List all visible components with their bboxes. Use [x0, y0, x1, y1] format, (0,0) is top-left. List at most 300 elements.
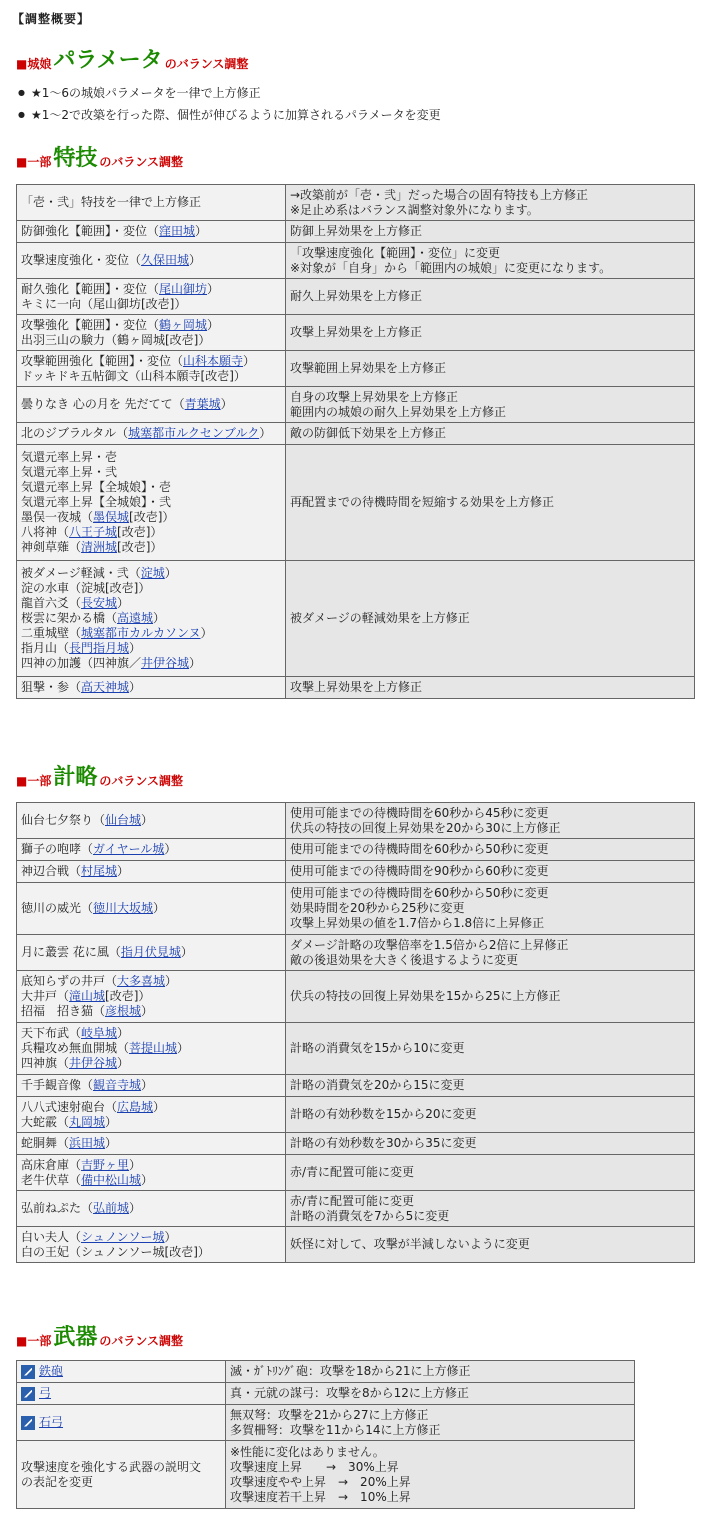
cell-line: の表記を変更 — [21, 1474, 94, 1489]
castle-link[interactable]: 観音寺城 — [93, 1078, 142, 1092]
text-fragment: 神剣草薙（ — [21, 540, 82, 554]
text-fragment: ） — [129, 641, 142, 655]
row-name-cell — [17, 1075, 286, 1097]
castle-link[interactable]: 八王子城 — [69, 525, 118, 539]
section-keyword: 特技 — [53, 146, 98, 171]
cell-line — [21, 864, 281, 879]
table-row — [17, 243, 695, 279]
table-row — [17, 839, 695, 861]
text-fragment: 大蛇霰（ — [21, 1114, 70, 1129]
text-fragment: [改壱]） — [105, 989, 151, 1003]
row-change-cell — [286, 971, 695, 1023]
row-name-cell — [17, 243, 286, 279]
text-fragment: 千手観音像（ — [21, 1078, 94, 1092]
table-row — [17, 1155, 695, 1191]
table-row — [17, 1441, 635, 1509]
text-fragment: ） — [195, 224, 208, 238]
weapon-table — [16, 1360, 635, 1509]
row-name-cell — [17, 279, 286, 315]
text-fragment: ） — [129, 1201, 142, 1215]
text-fragment: 八将神（ — [21, 525, 70, 539]
castle-link[interactable]: 広島城 — [117, 1099, 154, 1114]
text-fragment: 老牛伏草（ — [21, 1172, 82, 1187]
castle-link[interactable]: 備中松山城 — [81, 1172, 142, 1187]
table-row — [17, 1097, 695, 1133]
text-fragment: 白い夫人（ — [21, 1229, 82, 1244]
cell-line — [21, 680, 281, 695]
text-fragment: 指月山（ — [21, 641, 70, 655]
row-change-cell — [286, 445, 695, 561]
change-line: 赤/青に配置可能に変更 — [290, 1193, 415, 1208]
row-name-cell — [17, 1383, 226, 1405]
row-name-cell — [17, 971, 286, 1023]
cell-line — [21, 297, 281, 312]
table-row — [17, 387, 695, 423]
row-name-cell — [17, 423, 286, 445]
change-line: 使用可能までの待機時間を90秒から60秒に変更 — [290, 864, 549, 878]
change-line: 敵の後退効果を大きく後退するように変更 — [290, 952, 519, 967]
castle-link[interactable]: 浜田城 — [69, 1136, 106, 1150]
section-strategy-heading — [16, 767, 183, 789]
castle-link[interactable]: シュノンソー城 — [81, 1229, 165, 1244]
row-change-cell — [286, 839, 695, 861]
table-row — [17, 561, 695, 677]
row-name-cell — [17, 861, 286, 883]
cell-line — [21, 656, 281, 671]
row-change-cell — [286, 423, 695, 445]
table-row — [17, 1361, 635, 1383]
row-name-cell — [17, 1097, 286, 1133]
row-name-cell — [17, 1023, 286, 1075]
page-header: 【調整概要】 — [12, 12, 91, 26]
text-fragment: ） — [117, 1056, 130, 1070]
cell-line — [21, 426, 281, 441]
text-fragment: ） — [153, 901, 166, 915]
cell-line — [21, 1173, 281, 1188]
section-prefix: ■城娘 — [16, 57, 52, 71]
cell-line — [21, 581, 281, 596]
cell-line — [21, 1041, 281, 1056]
cell-line — [21, 1004, 281, 1019]
text-fragment: 被ダメージ軽減・弐（ — [21, 566, 141, 580]
cell-line — [21, 901, 281, 916]
castle-link[interactable]: 窪田城 — [159, 224, 196, 238]
change-line: 滅・ｶﾞﾄﾘﾝｸﾞ砲：攻撃を18から21に上方修正 — [230, 1364, 471, 1378]
cell-line — [21, 369, 281, 384]
bullet-item: ● ★1～6の城娘パラメータを一律で上方修正 — [18, 82, 441, 104]
castle-link[interactable]: 山科本願寺 — [183, 353, 244, 368]
castle-link[interactable]: 井伊谷城 — [69, 1056, 118, 1070]
table-row — [17, 861, 695, 883]
table-row — [17, 1133, 695, 1155]
text-fragment: 兵糧攻め無血開城（ — [21, 1041, 130, 1055]
castle-link[interactable]: 尾山御坊 — [159, 281, 208, 296]
row-change-cell — [226, 1405, 635, 1441]
text-fragment: 仙台七夕祭り（ — [21, 813, 106, 827]
text-fragment: 四神旗（ — [21, 1056, 70, 1070]
text-fragment: 底知らずの井戸（ — [21, 974, 118, 988]
table-row — [17, 221, 695, 243]
castle-link[interactable]: 長安城 — [81, 596, 118, 610]
row-change-cell — [286, 861, 695, 883]
text-fragment: ） — [207, 317, 220, 332]
row-change-cell — [286, 1075, 695, 1097]
change-line: 攻撃上昇効果の値を1.7倍から1.8倍に上昇修正 — [290, 916, 545, 930]
row-change-cell — [286, 185, 695, 221]
cell-line — [21, 465, 281, 480]
change-line: 妖怪に対して、攻撃が半減しないように変更 — [290, 1237, 530, 1251]
row-change-cell — [286, 883, 695, 935]
change-line: 再配置までの待機時間を短縮する効果を上方修正 — [290, 495, 555, 509]
castle-link[interactable]: 徳川大坂城 — [93, 901, 154, 915]
text-fragment: 狙撃・参（ — [21, 680, 82, 694]
cell-line — [21, 1230, 281, 1245]
row-name-cell — [17, 351, 286, 387]
table-row — [17, 185, 695, 221]
change-line: 計略の有効秒数を30から35に変更 — [290, 1136, 477, 1150]
text-fragment: ） — [200, 626, 213, 640]
change-line: 敵の防御低下効果を上方修正 — [290, 426, 447, 440]
cell-line — [21, 626, 281, 641]
text-fragment: 高床倉庫（ — [21, 1157, 82, 1172]
row-name-cell — [17, 1227, 286, 1263]
change-line: 無双弩：攻撃を21から27に上方修正 — [230, 1407, 429, 1422]
row-name-cell — [17, 561, 286, 677]
cell-line — [21, 224, 281, 239]
table-row — [17, 279, 695, 315]
table-row — [17, 935, 695, 971]
cell-line — [21, 495, 281, 510]
cell-line — [21, 282, 281, 297]
cell-line — [21, 1115, 281, 1130]
text-fragment: ） — [141, 1004, 154, 1018]
text-fragment: 月に叢雲 花に風（ — [21, 945, 121, 959]
text-fragment: ） — [164, 842, 177, 856]
cell-line — [21, 1201, 281, 1216]
row-change-cell — [286, 1097, 695, 1133]
row-name-cell — [17, 387, 286, 423]
skill-table — [16, 184, 695, 699]
table-row — [17, 315, 695, 351]
row-change-cell — [286, 677, 695, 699]
bow-icon — [21, 1387, 35, 1401]
cell-line — [21, 842, 281, 857]
row-change-cell — [286, 1191, 695, 1227]
text-fragment: 獅子の咆哮（ — [21, 842, 94, 856]
text-fragment: ） — [259, 426, 272, 440]
cell-line — [21, 397, 281, 412]
castle-link[interactable]: 長門指月城 — [69, 641, 130, 655]
table-row — [17, 883, 695, 935]
text-fragment: 招福 招き猫（ — [21, 1004, 106, 1018]
text-fragment: ） — [153, 1099, 166, 1114]
text-fragment: ） — [165, 974, 178, 988]
row-name-cell — [17, 221, 286, 243]
cell-line — [21, 1136, 281, 1151]
castle-link[interactable]: 彦根城 — [105, 1004, 142, 1018]
change-line: 攻撃速度上昇 → 30%上昇 — [230, 1459, 399, 1474]
change-line: 被ダメージの軽減効果を上方修正 — [290, 611, 470, 625]
cell-line — [21, 450, 281, 465]
table-row — [17, 423, 695, 445]
change-line: ※性能に変化はありません。 — [230, 1444, 385, 1459]
castle-link[interactable]: 吉野ヶ里 — [81, 1157, 130, 1172]
text-fragment: 気還元率上昇・弐 — [21, 465, 118, 479]
row-name-cell — [17, 839, 286, 861]
text-fragment: 「壱・弐」特技を一律で上方修正 — [21, 195, 202, 209]
text-fragment: 防御強化【範囲】・変位（ — [21, 224, 160, 238]
cell-line — [21, 195, 281, 210]
row-name-cell — [17, 1191, 286, 1227]
section-prefix: ■一部 — [16, 1334, 52, 1348]
text-fragment: ） — [180, 945, 193, 959]
text-fragment: ） — [164, 1229, 177, 1244]
row-name-cell — [17, 935, 286, 971]
row-change-cell — [226, 1383, 635, 1405]
row-change-cell — [286, 387, 695, 423]
castle-link[interactable]: 淀城 — [140, 566, 165, 580]
castle-link[interactable]: 仙台城 — [105, 813, 142, 827]
change-line: 効果時間を20秒から25秒に変更 — [290, 901, 465, 915]
castle-link[interactable]: 鶴ヶ岡城 — [159, 317, 208, 332]
text-fragment: [改壱]） — [117, 525, 163, 539]
row-change-cell — [286, 279, 695, 315]
text-fragment: 攻撃範囲強化【範囲】・変位（ — [21, 353, 184, 368]
castle-link[interactable]: 墨俣城 — [93, 510, 130, 524]
row-change-cell — [286, 351, 695, 387]
text-fragment: ） — [129, 1157, 142, 1172]
castle-link[interactable]: 井伊谷城 — [141, 656, 190, 670]
text-fragment: 天下布武（ — [21, 1026, 82, 1040]
text-fragment: 曇りなき 心の月を 先だてて（ — [21, 397, 185, 411]
row-name-cell — [17, 1405, 226, 1441]
text-fragment: 神辺合戦（ — [21, 864, 82, 878]
change-line: 計略の消費気を15から10に変更 — [290, 1041, 465, 1055]
row-name-cell — [17, 1133, 286, 1155]
text-fragment: 気還元率上昇【全城娘】・壱 — [21, 480, 172, 494]
row-change-cell — [226, 1441, 635, 1509]
cell-line — [21, 318, 281, 333]
castle-link[interactable]: 弘前城 — [93, 1201, 130, 1215]
text-fragment: ） — [153, 611, 166, 625]
cell-line — [21, 611, 281, 626]
text-fragment: ） — [207, 281, 220, 296]
row-change-cell — [286, 1227, 695, 1263]
cell-line — [21, 525, 281, 540]
row-name-cell — [17, 1441, 226, 1509]
text-fragment: 蛇胴舞（ — [21, 1136, 70, 1150]
cell-line — [21, 813, 281, 828]
row-change-cell — [286, 1023, 695, 1075]
castle-link[interactable]: ガイヤール城 — [93, 842, 165, 856]
castle-link[interactable]: 城塞都市カルカソンヌ — [81, 626, 201, 640]
section-suffix: のバランス調整 — [99, 774, 184, 788]
row-change-cell — [226, 1361, 635, 1383]
change-line: 攻撃上昇効果を上方修正 — [290, 680, 423, 694]
change-line: 攻撃範囲上昇効果を上方修正 — [290, 361, 447, 375]
change-line: 伏兵の特技の回復上昇効果を15から25に上方修正 — [290, 989, 561, 1003]
section-keyword: 武器 — [53, 1325, 98, 1350]
table-row — [17, 971, 695, 1023]
text-fragment: 龍首六爻（ — [21, 596, 82, 610]
change-line: ※対象が「自身」から「範囲内の城娘」に変更になります。 — [290, 260, 612, 275]
cell-line — [21, 974, 281, 989]
weapon-link[interactable]: 弓 — [39, 1386, 52, 1400]
cell-line — [21, 354, 281, 369]
cell-line — [21, 945, 281, 960]
text-fragment: ） — [189, 253, 202, 267]
weapon-link[interactable]: 鉄砲 — [39, 1364, 64, 1378]
change-line: →改築前が「壱・弐」だった場合の固有特技も上方修正 — [290, 187, 589, 202]
row-change-cell — [286, 1155, 695, 1191]
castle-link[interactable]: 滝山城 — [69, 989, 106, 1003]
castle-link[interactable]: 村尾城 — [81, 864, 118, 878]
row-change-cell — [286, 243, 695, 279]
crossbow-icon — [21, 1416, 35, 1430]
castle-link[interactable]: 丸岡城 — [69, 1114, 106, 1129]
row-change-cell — [286, 1133, 695, 1155]
change-line: ダメージ計略の攻撃倍率を1.5倍から2倍に上昇修正 — [290, 937, 569, 952]
row-name-cell — [17, 883, 286, 935]
section-prefix: ■一部 — [16, 155, 52, 169]
text-fragment: 気還元率上昇【全城娘】・弐 — [21, 495, 172, 509]
text-fragment: ） — [117, 864, 130, 878]
text-fragment: キミに一向（尾山御坊[改壱]） — [21, 296, 187, 311]
table-row — [17, 351, 695, 387]
change-line: 攻撃速度若干上昇 → 10%上昇 — [230, 1489, 411, 1504]
text-fragment: ） — [189, 656, 202, 670]
change-line: 耐久上昇効果を上方修正 — [290, 289, 423, 303]
castle-link[interactable]: 指月伏見城 — [120, 945, 181, 959]
row-name-cell — [17, 185, 286, 221]
text-fragment: 桜雲に架かる橋（ — [21, 611, 118, 625]
change-line: 防御上昇効果を上方修正 — [290, 224, 423, 238]
text-fragment: 四神の加護（四神旗／ — [21, 656, 142, 670]
castle-link[interactable]: 岐阜城 — [81, 1026, 118, 1040]
change-line: 計略の消費気を20から15に変更 — [290, 1078, 465, 1092]
row-name-cell — [17, 445, 286, 561]
text-fragment: [改壱]） — [129, 510, 175, 524]
castle-link[interactable]: 城塞都市ルクセンブルク — [128, 426, 260, 440]
text-fragment: ） — [117, 1026, 130, 1040]
change-line: 伏兵の特技の回復上昇効果を20から30に上方修正 — [290, 820, 561, 835]
cell-line — [21, 480, 281, 495]
cell-line — [21, 1056, 281, 1071]
castle-link[interactable]: 菩提山城 — [129, 1041, 178, 1055]
cell-line — [21, 1078, 281, 1093]
cell-line — [21, 253, 281, 268]
text-fragment: ） — [105, 1114, 118, 1129]
cell-line: 攻撃速度を強化する武器の説明文 — [21, 1459, 202, 1474]
text-fragment: 気還元率上昇・壱 — [21, 450, 118, 464]
change-line: 多賀柵弩：攻撃を11から14に上方修正 — [230, 1422, 441, 1437]
text-fragment: ） — [105, 1136, 118, 1150]
change-line: 「攻撃速度強化【範囲】・変位」に変更 — [290, 245, 501, 260]
rifle-icon — [21, 1365, 35, 1379]
section-parameter-heading — [16, 50, 248, 72]
cell-line — [21, 989, 281, 1004]
change-line: 攻撃速度やや上昇 → 20%上昇 — [230, 1474, 411, 1489]
text-fragment: ） — [243, 353, 256, 368]
change-line: 使用可能までの待機時間を60秒から45秒に変更 — [290, 805, 549, 820]
cell-line — [21, 510, 281, 525]
row-change-cell — [286, 561, 695, 677]
table-row — [17, 1075, 695, 1097]
bullet-item: ● ★1～2で改築を行った際、個性が伸びるように加算されるパラメータを変更 — [18, 104, 441, 126]
row-name-cell — [17, 1361, 226, 1383]
change-line: 使用可能までの待機時間を60秒から50秒に変更 — [290, 886, 549, 900]
text-fragment: ） — [141, 1078, 154, 1092]
text-fragment: 北のジブラルタル（ — [21, 426, 129, 440]
castle-link[interactable]: 青葉城 — [184, 397, 221, 411]
cell-line — [21, 641, 281, 656]
row-change-cell — [286, 803, 695, 839]
weapon-link[interactable]: 石弓 — [39, 1415, 64, 1429]
cell-line — [21, 1026, 281, 1041]
change-line: 攻撃上昇効果を上方修正 — [290, 325, 423, 339]
change-line: 範囲内の城娘の耐久上昇効果を上方修正 — [290, 404, 507, 419]
text-fragment: ） — [177, 1041, 190, 1055]
castle-link[interactable]: 久保田城 — [141, 253, 190, 267]
text-fragment: ） — [164, 566, 177, 580]
change-line: 真・元就の謀弓：攻撃を8から12に上方修正 — [230, 1386, 469, 1400]
change-line: 自身の攻撃上昇効果を上方修正 — [290, 389, 459, 404]
text-fragment: ） — [129, 680, 142, 694]
table-row — [17, 1023, 695, 1075]
section-suffix: のバランス調整 — [99, 155, 184, 169]
text-fragment: 白の王妃（シュノンソー城[改壱]） — [21, 1244, 210, 1259]
castle-link[interactable]: 大多喜城 — [117, 974, 166, 988]
change-line: 計略の消費気を7から5に変更 — [290, 1208, 450, 1223]
table-row — [17, 445, 695, 561]
castle-link[interactable]: 高遠城 — [117, 611, 154, 625]
text-fragment: 弘前ねぷた（ — [21, 1201, 94, 1215]
row-change-cell — [286, 935, 695, 971]
cell-line — [21, 1158, 281, 1173]
castle-link[interactable]: 高天神城 — [81, 680, 130, 694]
text-fragment: 墨俣一夜城（ — [21, 510, 94, 524]
table-row — [17, 1405, 635, 1441]
row-name-cell — [17, 803, 286, 839]
change-line: 赤/青に配置可能に変更 — [290, 1165, 415, 1179]
row-name-cell — [17, 677, 286, 699]
text-fragment: [改壱]） — [117, 540, 163, 554]
change-line: ※足止め系はバランス調整対象外になります。 — [290, 202, 539, 217]
row-change-cell — [286, 315, 695, 351]
table-row — [17, 803, 695, 839]
cell-line — [21, 596, 281, 611]
strategy-table — [16, 802, 695, 1263]
text-fragment: 攻撃速度強化・変位（ — [21, 253, 142, 267]
section-keyword: 計略 — [53, 765, 98, 790]
cell-line — [21, 540, 281, 555]
text-fragment: 淀の水車（淀城[改壱]） — [21, 581, 151, 595]
section-suffix: のバランス調整 — [99, 1334, 184, 1348]
text-fragment: 徳川の威光（ — [21, 901, 94, 915]
change-line: 使用可能までの待機時間を60秒から50秒に変更 — [290, 842, 549, 856]
row-change-cell — [286, 221, 695, 243]
text-fragment: 二重城壁（ — [21, 626, 82, 640]
table-row — [17, 1227, 695, 1263]
section-skill-heading — [16, 148, 183, 170]
row-name-cell — [17, 1155, 286, 1191]
text-fragment: 耐久強化【範囲】・変位（ — [21, 281, 160, 296]
section-keyword: パラメータ — [53, 48, 163, 73]
text-fragment: ） — [220, 397, 233, 411]
text-fragment: 大井戸（ — [21, 989, 70, 1003]
table-row — [17, 677, 695, 699]
castle-link[interactable]: 清洲城 — [81, 540, 118, 554]
